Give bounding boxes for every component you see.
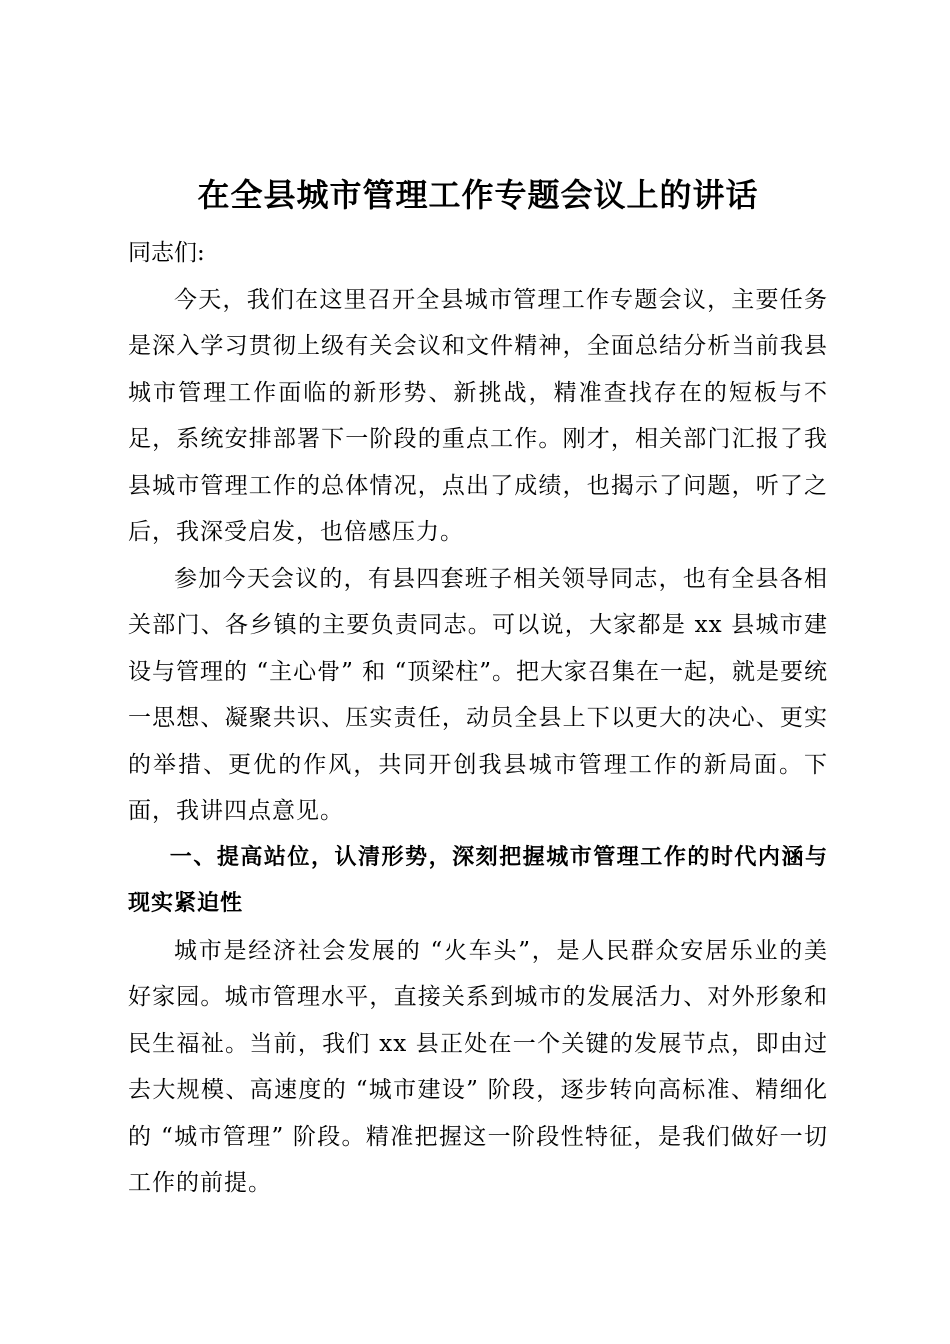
document-page bbox=[128, 160, 828, 1207]
section-1-paragraph: 城市是经济社会发展的 “火车头”，是人民群众安居乐业的美好家园。城市管理水平，直接关系到城市的发展活力、对外形象和民生福祉。当前，我们 xx 县正处在一个关键的发展节点，即由过去大规模、高速度的 “城市建设” 阶段，逐步转向高标准、精细化的 “城市管理” 阶段。精准把握这一阶段性特征，是我们做好一切工作的前提。 bbox=[128, 937, 828, 1196]
paragraph-attendees: 参加今天会议的，有县四套班子相关领导同志，也有全县各相关部门、各乡镇的主要负责同志。可以说，大家都是 xx 县城市建设与管理的 “主心骨” 和 “顶梁柱”。把大家召集在一起，就是要统一思想、凝聚共识、压实责任，动员全县上下以更大的决心、更实的举措、更优的作风，共同开创我县城市管理工作的新局面。下面，我讲四点意见。 bbox=[128, 565, 828, 824]
document-title: 在全县城市管理工作专题会议上的讲话 bbox=[197, 176, 759, 214]
paragraph-intro: 今天，我们在这里召开全县城市管理工作专题会议，主要任务是深入学习贯彻上级有关会议和文件精神，全面总结分析当前我县城市管理工作面临的新形势、新挑战，精准查找存在的短板与不足，系统安排部署下一阶段的重点工作。刚才，相关部门汇报了我县城市管理工作的总体情况，点出了成绩，也揭示了问题，听了之后，我深受启发，也倍感压力。 bbox=[128, 286, 828, 545]
section-heading-1: 一、提高站位，认清形势，深刻把握城市管理工作的时代内涵与现实紧迫性 bbox=[128, 844, 828, 916]
salutation: 同志们: bbox=[128, 240, 205, 266]
